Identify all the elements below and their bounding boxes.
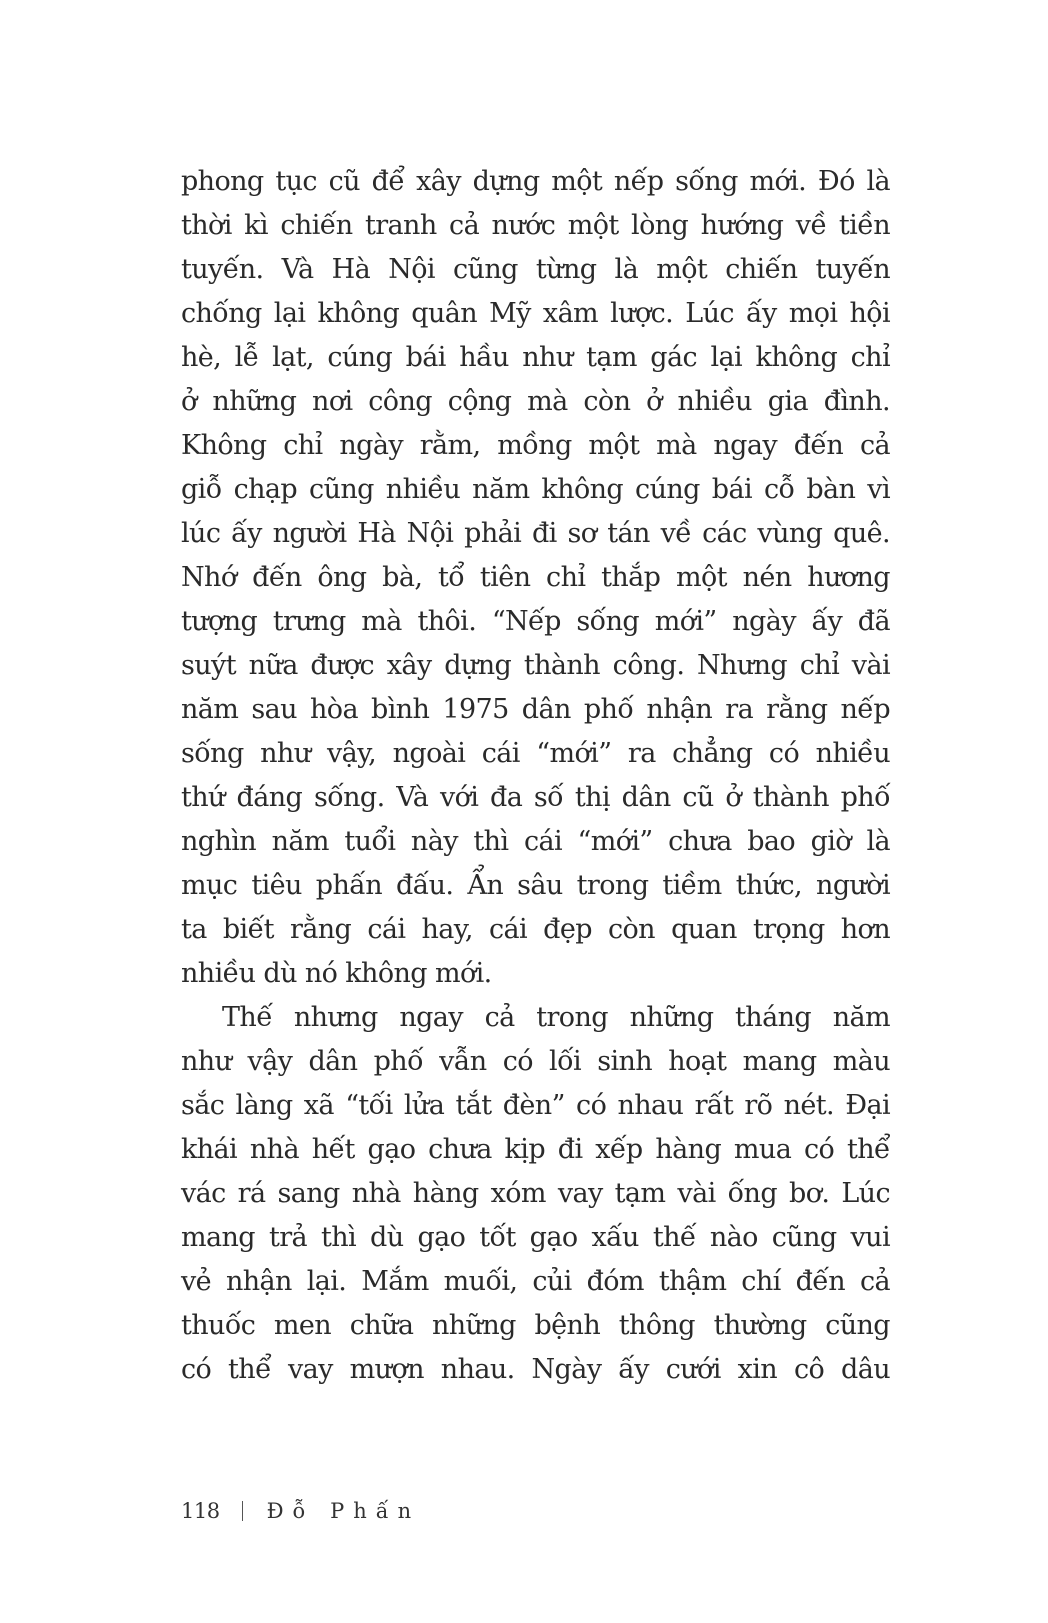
text-line: giỗ chạp cũng nhiều năm không cúng bái cỗ bàn vì [181, 474, 890, 505]
text-line: Thế nhưng ngay cả trong những tháng năm [222, 1002, 890, 1033]
text-line: thuốc men chữa những bệnh thông thường cũng [181, 1310, 890, 1341]
text-line: phong tục cũ để xây dựng một nếp sống mới. Đó là [181, 166, 890, 197]
footer-separator [242, 1501, 243, 1521]
text-line: nghìn năm tuổi này thì cái “mới” chưa bao giờ là [181, 826, 890, 857]
text-line: Không chỉ ngày rằm, mồng một mà ngay đến cả [181, 430, 890, 461]
text-line: năm sau hòa bình 1975 dân phố nhận ra rằng nếp [181, 694, 890, 725]
text-line: ở những nơi công cộng mà còn ở nhiều gia đình. [181, 386, 890, 417]
text-line: có thể vay mượn nhau. Ngày ấy cưới xin cô dâu [181, 1354, 890, 1385]
paragraph [181, 996, 890, 1392]
text-line: như vậy dân phố vẫn có lối sinh hoạt mang màu [181, 1046, 890, 1077]
text-line: thời kì chiến tranh cả nước một lòng hướng về tiền [181, 210, 890, 241]
text-line: ta biết rằng cái hay, cái đẹp còn quan trọng hơn [181, 914, 890, 945]
text-line: nhiều dù nó không mới. [181, 958, 492, 989]
text-line: Nhớ đến ông bà, tổ tiên chỉ thắp một nén hương [181, 562, 890, 593]
text-line: mang trả thì dù gạo tốt gạo xấu thế nào cũng vui [181, 1222, 890, 1253]
paragraph [181, 160, 890, 996]
text-line: hè, lễ lạt, cúng bái hầu như tạm gác lại không chỉ [181, 342, 890, 373]
page-number: 118 [181, 1499, 220, 1523]
text-line: tuyến. Và Hà Nội cũng từng là một chiến tuyến [181, 254, 890, 285]
text-line: mục tiêu phấn đấu. Ẩn sâu trong tiềm thức, người [181, 870, 890, 901]
text-line: lúc ấy người Hà Nội phải đi sơ tán về các vùng quê. [181, 518, 890, 549]
text-line: sống như vậy, ngoài cái “mới” ra chẳng có nhiều [181, 738, 890, 769]
author-name: Đỗ Phấn [266, 1499, 421, 1523]
text-line: khái nhà hết gạo chưa kịp đi xếp hàng mua có thể [181, 1134, 890, 1165]
text-line: chống lại không quân Mỹ xâm lược. Lúc ấy mọi hội [181, 298, 890, 329]
page-footer [181, 1494, 420, 1528]
text-line: suýt nữa được xây dựng thành công. Nhưng chỉ vài [181, 650, 890, 681]
text-line: sắc làng xã “tối lửa tắt đèn” có nhau rất rõ nét. Đại [181, 1090, 890, 1121]
body-text [181, 160, 890, 1392]
text-line: vẻ nhận lại. Mắm muối, củi đóm thậm chí đến cả [181, 1266, 890, 1297]
text-line: thứ đáng sống. Và với đa số thị dân cũ ở thành phố [181, 782, 890, 813]
text-line: vác rá sang nhà hàng xóm vay tạm vài ống bơ. Lúc [181, 1178, 890, 1209]
text-line: tượng trưng mà thôi. “Nếp sống mới” ngày ấy đã [181, 606, 890, 637]
